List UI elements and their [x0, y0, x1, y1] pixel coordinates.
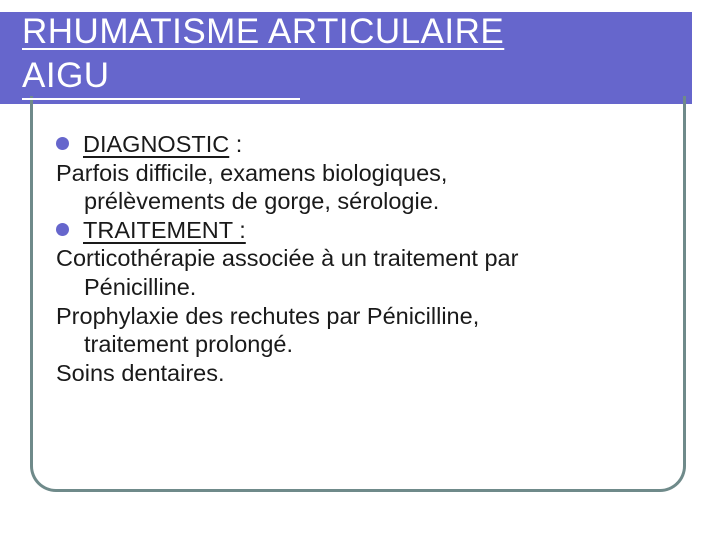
traitement-line-2: Pénicilline. [84, 273, 197, 300]
traitement-line-5: Soins dentaires. [56, 359, 225, 386]
title-line-1: RHUMATISME ARTICULAIRE [22, 12, 505, 51]
traitement-line-1: Corticothérapie associée à un traitement par [56, 245, 519, 272]
bullet-traitement [56, 216, 676, 245]
traitement-heading: TRAITEMENT : [83, 216, 246, 243]
traitement-line-3: Prophylaxie des rechutes par Pénicilline, [56, 302, 480, 329]
diagnostic-heading: DIAGNOSTIC [83, 131, 230, 157]
traitement-line-4: traitement prolongé. [84, 331, 294, 358]
slide-title [22, 10, 504, 100]
bullet-diagnostic [56, 130, 676, 159]
diagnostic-line-1: Parfois difficile, examens biologiques, [56, 159, 448, 186]
slide-body [56, 130, 676, 387]
bullet-dot-icon [56, 137, 69, 150]
diagnostic-suffix: : [229, 131, 243, 157]
title-line-2: AIGU [22, 54, 300, 100]
diagnostic-line-2: prélèvements de gorge, sérologie. [84, 188, 440, 215]
bullet-dot-icon [56, 223, 69, 236]
